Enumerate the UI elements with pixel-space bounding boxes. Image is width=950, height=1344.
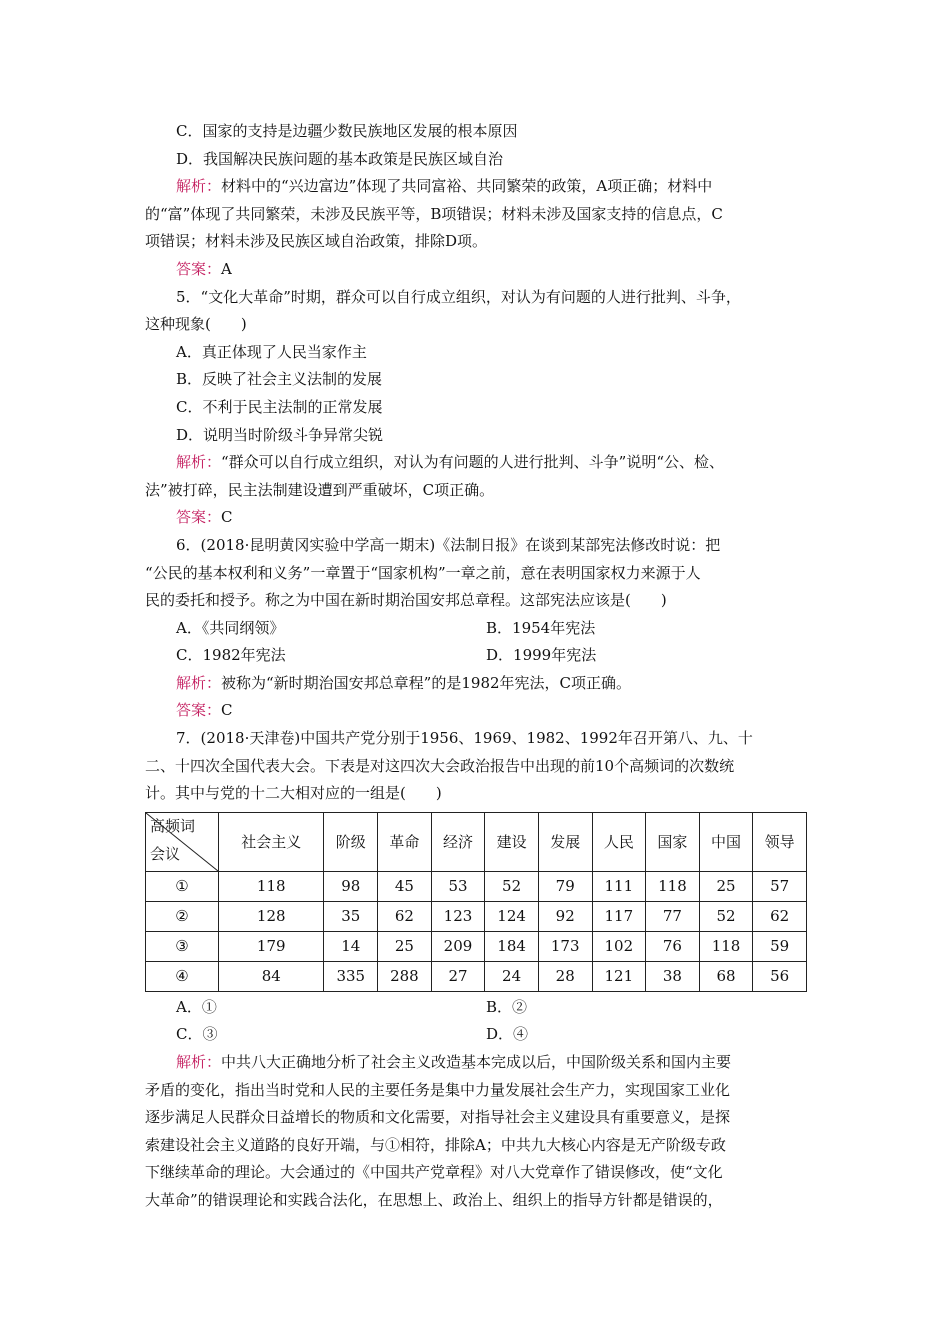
table-cell: 62 <box>753 901 807 931</box>
table-cell: 68 <box>699 961 753 991</box>
q7-analysis-line <box>145 1049 807 1077</box>
table-cell: 173 <box>538 931 592 961</box>
q5-option-d: D．说明当时阶级斗争异常尖锐 <box>176 425 384 444</box>
table-cell: 84 <box>219 961 324 991</box>
q5-option-c: C．不利于民主法制的正常发展 <box>176 397 383 416</box>
q5-option-a: A．真正体现了人民当家作主 <box>176 342 367 361</box>
table-header-cell: 革命 <box>378 812 432 871</box>
table-cell: 35 <box>324 901 378 931</box>
table-cell: 57 <box>753 871 807 901</box>
frequency-table <box>145 812 807 992</box>
table-header-cell: 人民 <box>592 812 646 871</box>
q6-options-row <box>145 615 807 643</box>
q5-answer <box>145 504 807 532</box>
table-cell: 62 <box>378 901 432 931</box>
table-cell: 77 <box>646 901 700 931</box>
q7-options-row <box>145 994 807 1022</box>
answer-label: 答案： <box>176 508 222 527</box>
table-cell: 179 <box>219 931 324 961</box>
q4-analysis-line: 的“富”体现了共同繁荣，未涉及民族平等，B项错误；材料未涉及国家支持的信息点，C <box>145 204 723 223</box>
corner-label-top: 高频词 <box>150 816 196 835</box>
q5-analysis-line <box>145 449 807 477</box>
table-header-cell: 领导 <box>753 812 807 871</box>
q6-answer <box>145 697 807 725</box>
table-row-label: ② <box>146 901 219 931</box>
analysis-label: 解析： <box>176 1053 222 1072</box>
table-header-cell: 经济 <box>431 812 485 871</box>
table-cell: 98 <box>324 871 378 901</box>
q6-option-d: D．1999年宪法 <box>486 646 597 665</box>
document-page <box>145 118 807 1215</box>
q5-answer-value: C <box>221 508 233 527</box>
q7-stem: 二、十四次全国代表大会。下表是对这四次大会政治报告中出现的前10个高频词的次数统 <box>145 756 735 775</box>
table-row <box>146 931 807 961</box>
q7-analysis-text: 中共八大正确地分析了社会主义改造基本完成以后，中国阶级关系和国内主要 <box>221 1053 732 1072</box>
q4-analysis-line: 项错误；材料未涉及民族区域自治政策，排除D项。 <box>145 232 488 251</box>
table-cell: 24 <box>485 961 539 991</box>
q6-stem: 民的委托和授予。称之为中国在新时期治国安邦总章程。这部宪法应该是( ) <box>145 591 667 610</box>
table-header-cell: 阶级 <box>324 812 378 871</box>
q6-option-b: B．1954年宪法 <box>486 618 596 637</box>
table-header-cell: 建设 <box>485 812 539 871</box>
table-cell: 76 <box>646 931 700 961</box>
table-cell: 45 <box>378 871 432 901</box>
table-cell: 121 <box>592 961 646 991</box>
q6-stem: “公民的基本权利和义务”一章置于“国家机构”一章之前，意在表明国家权力来源于人 <box>145 563 701 582</box>
table-corner-cell <box>146 812 219 871</box>
analysis-label: 解析： <box>176 673 222 692</box>
table-cell: 288 <box>378 961 432 991</box>
table-header-cell: 中国 <box>699 812 753 871</box>
q7-options-row <box>145 1021 807 1049</box>
table-cell: 111 <box>592 871 646 901</box>
q5-stem: 这种现象( ) <box>145 315 247 334</box>
q7-option-b: B．② <box>486 997 528 1016</box>
q6-options-row <box>145 642 807 670</box>
table-cell: 27 <box>431 961 485 991</box>
table-cell: 118 <box>646 871 700 901</box>
table-cell: 56 <box>753 961 807 991</box>
q7-stem: 7．(2018·天津卷)中国共产党分别于1956、1969、1982、1992年召开第八、九、十 <box>176 729 753 748</box>
table-cell: 79 <box>538 871 592 901</box>
table-cell: 92 <box>538 901 592 931</box>
q7-option-c: C．③ <box>176 1025 218 1044</box>
q4-analysis-text: 材料中的“兴边富边”体现了共同富裕、共同繁荣的政策，A项正确；材料中 <box>221 177 713 196</box>
table-cell: 102 <box>592 931 646 961</box>
table-cell: 123 <box>431 901 485 931</box>
table-row <box>146 871 807 901</box>
table-cell: 38 <box>646 961 700 991</box>
q6-answer-value: C <box>221 701 233 720</box>
q7-option-a: A．① <box>176 997 217 1016</box>
q4-answer <box>145 256 807 284</box>
answer-label: 答案： <box>176 259 222 278</box>
table-row <box>146 901 807 931</box>
q7-analysis-line: 逐步满足人民群众日益增长的物质和文化需要，对指导社会主义建设具有重要意义，是探 <box>145 1108 731 1127</box>
table-row <box>146 961 807 991</box>
q5-analysis-line: 法”被打碎，民主法制建设遭到严重破坏，C项正确。 <box>145 480 495 499</box>
q7-stem: 计。其中与党的十二大相对应的一组是( ) <box>145 784 442 803</box>
table-header-cell: 发展 <box>538 812 592 871</box>
table-cell: 124 <box>485 901 539 931</box>
q7-analysis-line: 索建设社会主义道路的良好开端，与①相符，排除A；中共九大核心内容是无产阶级专政 <box>145 1135 726 1154</box>
q7-analysis-line: 矛盾的变化，指出当时党和人民的主要任务是集中力量发展社会生产力，实现国家工业化 <box>145 1080 731 1099</box>
table-cell: 335 <box>324 961 378 991</box>
table-cell: 25 <box>699 871 753 901</box>
q6-analysis-text: 被称为“新时期治国安邦总章程”的是1982年宪法，C项正确。 <box>221 673 632 692</box>
analysis-label: 解析： <box>176 453 222 472</box>
q7-analysis-line: 大革命”的错误理论和实践合法化，在思想上、政治上、组织上的指导方针都是错误的， <box>145 1191 723 1209</box>
q4-option-d: D．我国解决民族问题的基本政策是民族区域自治 <box>176 149 504 168</box>
q7-option-d: D．④ <box>486 1025 529 1044</box>
table-cell: 14 <box>324 931 378 961</box>
corner-label-bottom: 会议 <box>150 844 181 863</box>
table-header-cell: 社会主义 <box>219 812 324 871</box>
q6-option-a: A．《共同纲领》 <box>176 618 285 637</box>
q6-stem: 6．(2018·昆明黄冈实验中学高一期末)《法制日报》在谈到某部宪法修改时说：把 <box>176 535 721 554</box>
table-header-row <box>146 812 807 871</box>
analysis-label: 解析： <box>176 177 222 196</box>
table-cell: 184 <box>485 931 539 961</box>
table-cell: 209 <box>431 931 485 961</box>
q7-analysis-line: 下继续革命的理论。大会通过的《中国共产党章程》对八大党章作了错误修改，使“文化 <box>145 1163 723 1182</box>
q5-analysis-text: “群众可以自行成立组织，对认为有问题的人进行批判、斗争”说明“公、检、 <box>221 453 725 472</box>
q5-option-b: B．反映了社会主义法制的发展 <box>176 370 383 389</box>
q6-option-c: C．1982年宪法 <box>176 646 286 665</box>
table-header-cell: 国家 <box>646 812 700 871</box>
table-cell: 117 <box>592 901 646 931</box>
q4-analysis-line <box>145 173 807 201</box>
table-cell: 128 <box>219 901 324 931</box>
q5-stem: 5．“文化大革命”时期，群众可以自行成立组织，对认为有问题的人进行批判、斗争， <box>176 287 741 306</box>
table-cell: 118 <box>219 871 324 901</box>
table-cell: 118 <box>699 931 753 961</box>
table-cell: 52 <box>699 901 753 931</box>
table-cell: 52 <box>485 871 539 901</box>
table-row-label: ④ <box>146 961 219 991</box>
table-row-label: ③ <box>146 931 219 961</box>
q4-option-c: C．国家的支持是边疆少数民族地区发展的根本原因 <box>176 122 518 140</box>
table-cell: 28 <box>538 961 592 991</box>
table-row-label: ① <box>146 871 219 901</box>
q6-analysis-line <box>145 670 807 698</box>
table-cell: 53 <box>431 871 485 901</box>
table-body <box>146 871 807 991</box>
q4-answer-value: A <box>221 259 232 278</box>
answer-label: 答案： <box>176 701 222 720</box>
table-cell: 59 <box>753 931 807 961</box>
table-cell: 25 <box>378 931 432 961</box>
